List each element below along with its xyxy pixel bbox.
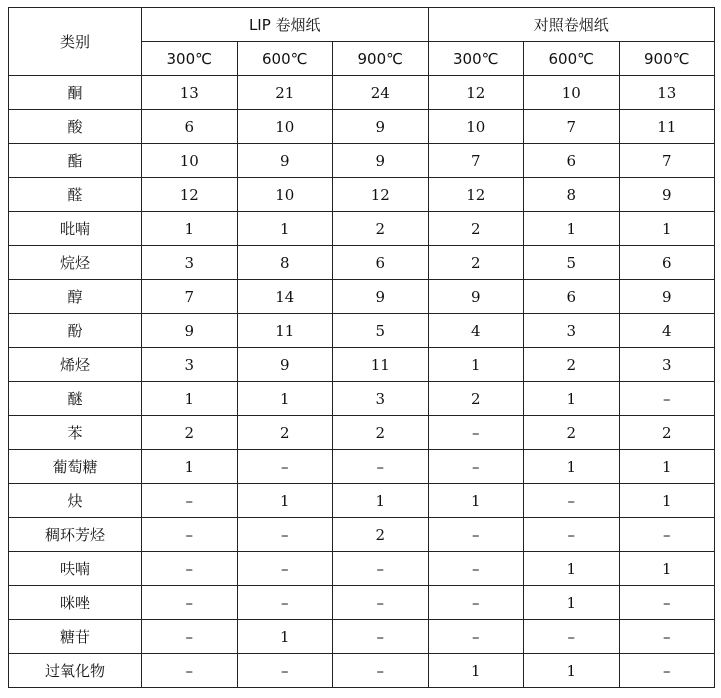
category-cell: 炔 — [9, 484, 142, 518]
value-cell: 3 — [333, 382, 429, 416]
table-row — [9, 110, 715, 144]
value-cell: 10 — [428, 110, 524, 144]
table-row — [9, 484, 715, 518]
value-cell: 4 — [428, 314, 524, 348]
value-cell: 9 — [619, 178, 715, 212]
value-cell: – — [237, 654, 333, 688]
value-cell: 1 — [619, 212, 715, 246]
value-cell: 21 — [237, 76, 333, 110]
table-row — [9, 382, 715, 416]
category-cell: 呋喃 — [9, 552, 142, 586]
value-cell: 13 — [142, 76, 238, 110]
value-cell: 6 — [142, 110, 238, 144]
table-header — [9, 8, 715, 76]
value-cell: – — [142, 552, 238, 586]
category-cell: 酸 — [9, 110, 142, 144]
table-row — [9, 654, 715, 688]
value-cell: 1 — [524, 552, 620, 586]
table-body — [9, 76, 715, 688]
compound-category-table — [8, 7, 715, 688]
table-row — [9, 212, 715, 246]
category-cell: 稠环芳烃 — [9, 518, 142, 552]
value-cell: 9 — [333, 144, 429, 178]
value-cell: – — [428, 518, 524, 552]
value-cell: 2 — [428, 212, 524, 246]
value-cell: – — [524, 484, 620, 518]
value-cell: 2 — [428, 246, 524, 280]
category-cell: 过氧化物 — [9, 654, 142, 688]
value-cell: 1 — [524, 382, 620, 416]
value-cell: 10 — [237, 178, 333, 212]
value-cell: 10 — [142, 144, 238, 178]
category-column-header: 类别 — [9, 8, 142, 76]
category-cell: 葡萄糖 — [9, 450, 142, 484]
value-cell: 9 — [619, 280, 715, 314]
value-cell: 2 — [428, 382, 524, 416]
value-cell: – — [142, 620, 238, 654]
table-row — [9, 246, 715, 280]
value-cell: 10 — [237, 110, 333, 144]
lip-col-header-600: 600℃ — [237, 42, 333, 76]
value-cell: 6 — [619, 246, 715, 280]
table-row — [9, 348, 715, 382]
value-cell: 3 — [142, 246, 238, 280]
value-cell: 7 — [142, 280, 238, 314]
value-cell: 5 — [524, 246, 620, 280]
value-cell: 7 — [524, 110, 620, 144]
value-cell: – — [142, 586, 238, 620]
lip-col-header-900: 900℃ — [333, 42, 429, 76]
value-cell: 1 — [428, 348, 524, 382]
table-row — [9, 552, 715, 586]
value-cell: 1 — [237, 382, 333, 416]
value-cell: 11 — [237, 314, 333, 348]
value-cell: 2 — [619, 416, 715, 450]
value-cell: – — [619, 518, 715, 552]
category-cell: 醚 — [9, 382, 142, 416]
value-cell: 6 — [524, 280, 620, 314]
category-cell: 酮 — [9, 76, 142, 110]
value-cell: – — [333, 586, 429, 620]
value-cell: – — [428, 450, 524, 484]
value-cell: – — [333, 552, 429, 586]
value-cell: 1 — [524, 212, 620, 246]
value-cell: 1 — [619, 552, 715, 586]
table-row — [9, 586, 715, 620]
category-cell: 烷烃 — [9, 246, 142, 280]
value-cell: 24 — [333, 76, 429, 110]
table-row — [9, 144, 715, 178]
control-col-header-300: 300℃ — [428, 42, 524, 76]
value-cell: 1 — [428, 484, 524, 518]
table-row — [9, 280, 715, 314]
value-cell: 9 — [333, 280, 429, 314]
value-cell: 2 — [237, 416, 333, 450]
value-cell: – — [142, 484, 238, 518]
value-cell: – — [524, 518, 620, 552]
category-cell: 酯 — [9, 144, 142, 178]
category-cell: 醇 — [9, 280, 142, 314]
table-row — [9, 518, 715, 552]
control-col-header-600: 600℃ — [524, 42, 620, 76]
value-cell: – — [237, 586, 333, 620]
value-cell: 1 — [524, 654, 620, 688]
value-cell: – — [142, 654, 238, 688]
category-cell: 咪唑 — [9, 586, 142, 620]
table-row — [9, 178, 715, 212]
value-cell: 1 — [619, 484, 715, 518]
table-row — [9, 416, 715, 450]
value-cell: 1 — [428, 654, 524, 688]
value-cell: 1 — [524, 450, 620, 484]
value-cell: – — [333, 654, 429, 688]
value-cell: – — [333, 450, 429, 484]
value-cell: 12 — [428, 76, 524, 110]
category-cell: 醛 — [9, 178, 142, 212]
lip-col-header-300: 300℃ — [142, 42, 238, 76]
value-cell: 6 — [524, 144, 620, 178]
value-cell: 1 — [142, 212, 238, 246]
value-cell: – — [142, 518, 238, 552]
value-cell: 12 — [142, 178, 238, 212]
category-cell: 苯 — [9, 416, 142, 450]
value-cell: 3 — [619, 348, 715, 382]
value-cell: 2 — [524, 416, 620, 450]
value-cell: 11 — [333, 348, 429, 382]
value-cell: 2 — [142, 416, 238, 450]
value-cell: 6 — [333, 246, 429, 280]
value-cell: 3 — [524, 314, 620, 348]
value-cell: 13 — [619, 76, 715, 110]
value-cell: 8 — [237, 246, 333, 280]
group-header-lip: LIP 卷烟纸 — [142, 8, 429, 42]
value-cell: – — [619, 654, 715, 688]
value-cell: 2 — [333, 416, 429, 450]
value-cell: – — [428, 586, 524, 620]
value-cell: – — [428, 416, 524, 450]
value-cell: 1 — [237, 212, 333, 246]
value-cell: 9 — [428, 280, 524, 314]
table-row — [9, 450, 715, 484]
control-col-header-900: 900℃ — [619, 42, 715, 76]
value-cell: 12 — [333, 178, 429, 212]
value-cell: – — [619, 382, 715, 416]
value-cell: – — [237, 450, 333, 484]
value-cell: 9 — [142, 314, 238, 348]
value-cell: – — [237, 552, 333, 586]
value-cell: 10 — [524, 76, 620, 110]
table-row — [9, 76, 715, 110]
value-cell: 8 — [524, 178, 620, 212]
value-cell: 7 — [428, 144, 524, 178]
value-cell: – — [619, 586, 715, 620]
value-cell: 7 — [619, 144, 715, 178]
category-cell: 糖苷 — [9, 620, 142, 654]
value-cell: – — [428, 620, 524, 654]
value-cell: 2 — [333, 212, 429, 246]
value-cell: 9 — [333, 110, 429, 144]
value-cell: 14 — [237, 280, 333, 314]
value-cell: 1 — [333, 484, 429, 518]
value-cell: 1 — [619, 450, 715, 484]
group-header-control: 对照卷烟纸 — [428, 8, 715, 42]
group-header-row — [9, 8, 715, 42]
value-cell: – — [237, 518, 333, 552]
value-cell: 12 — [428, 178, 524, 212]
value-cell: – — [619, 620, 715, 654]
value-cell: – — [524, 620, 620, 654]
value-cell: 1 — [524, 586, 620, 620]
value-cell: 5 — [333, 314, 429, 348]
value-cell: 9 — [237, 144, 333, 178]
value-cell: 11 — [619, 110, 715, 144]
table-row — [9, 620, 715, 654]
value-cell: – — [333, 620, 429, 654]
value-cell: 3 — [142, 348, 238, 382]
value-cell: 4 — [619, 314, 715, 348]
value-cell: 2 — [333, 518, 429, 552]
category-cell: 吡喃 — [9, 212, 142, 246]
value-cell: 1 — [237, 484, 333, 518]
value-cell: 1 — [142, 450, 238, 484]
value-cell: 2 — [524, 348, 620, 382]
value-cell: 9 — [237, 348, 333, 382]
table-row — [9, 314, 715, 348]
value-cell: 1 — [237, 620, 333, 654]
value-cell: – — [428, 552, 524, 586]
value-cell: 1 — [142, 382, 238, 416]
category-cell: 酚 — [9, 314, 142, 348]
category-cell: 烯烃 — [9, 348, 142, 382]
